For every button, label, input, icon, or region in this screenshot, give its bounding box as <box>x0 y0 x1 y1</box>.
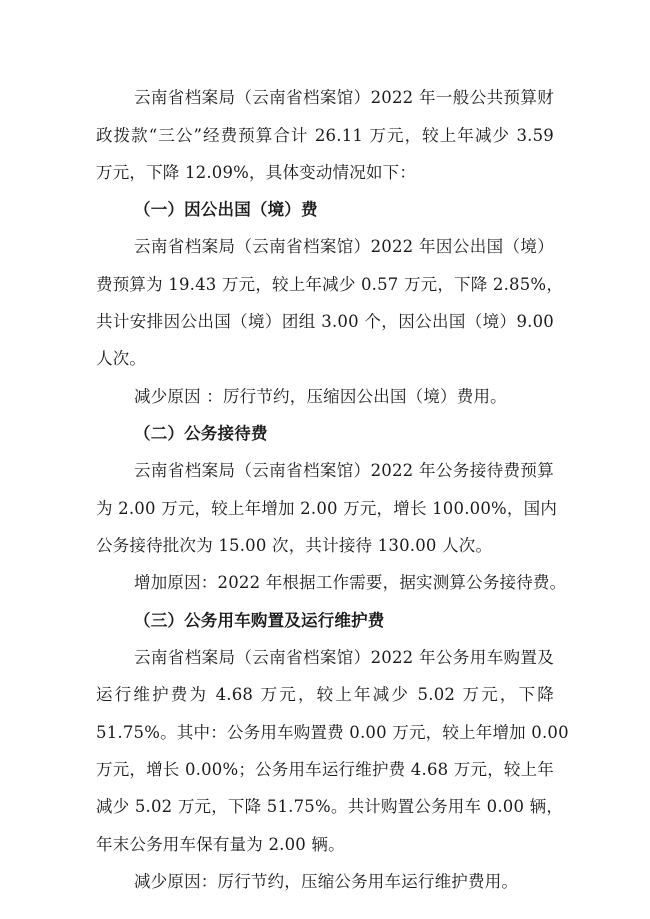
section-heading-1: （一）因公出国（境）费 <box>134 200 318 219</box>
section2-line-3: 公务接待批次为 15.00 次，共计接待 130.00 人次。 <box>96 536 493 555</box>
section1-line-2: 费预算为 19.43 万元，较上年减少 0.57 万元，下降 2.85%， <box>96 275 564 294</box>
section2-reason: 增加原因：2022 年根据工作需要，据实测算公务接待费。 <box>134 573 567 592</box>
section1-line-3: 共计安排因公出国（境）团组 3.00 个，因公出国（境）9.00 <box>96 312 554 331</box>
section1-line-4: 人次。 <box>96 349 147 368</box>
section1-reason: 减少原因 ：厉行节约，压缩因公出国（境）费用。 <box>134 387 507 406</box>
section3-reason: 减少原因：厉行节约，压缩公务用车运行维护费用。 <box>134 872 519 891</box>
section3-line-2: 运行维护费为 4.68 万元，较上年减少 5.02 万元，下降 <box>96 685 554 704</box>
section-heading-2: （二）公务接待费 <box>134 424 268 443</box>
section3-line-4: 万元，增长 0.00%；公务用车运行维护费 4.68 万元，较上年 <box>96 760 554 779</box>
section3-line-3: 51.75%。其中：公务用车购置费 0.00 万元，较上年增加 0.00 <box>96 723 569 742</box>
section-heading-3: （三）公务用车购置及运行维护费 <box>134 611 385 630</box>
section2-line-2: 为 2.00 万元，较上年增加 2.00 万元，增长 100.00%，国内 <box>96 499 558 518</box>
section1-line-1: 云南省档案局（云南省档案馆）2022 年因公出国（境） <box>134 237 554 256</box>
section3-line-6: 年末公务用车保有量为 2.00 辆。 <box>96 835 345 854</box>
intro-line-1: 云南省档案局（云南省档案馆）2022 年一般公共预算财 <box>134 88 554 107</box>
section3-line-1: 云南省档案局（云南省档案馆）2022 年公务用车购置及 <box>134 648 554 667</box>
section3-line-5: 减少 5.02 万元，下降 51.75%。共计购置公务用车 0.00 辆， <box>96 797 564 816</box>
section2-line-1: 云南省档案局（云南省档案馆）2022 年公务接待费预算 <box>134 461 554 480</box>
intro-line-3: 万元，下降 12.09%，具体变动情况如下： <box>96 163 417 182</box>
intro-line-2: 政拨款“三公”经费预算合计 26.11 万元，较上年减少 3.59 <box>96 126 554 145</box>
